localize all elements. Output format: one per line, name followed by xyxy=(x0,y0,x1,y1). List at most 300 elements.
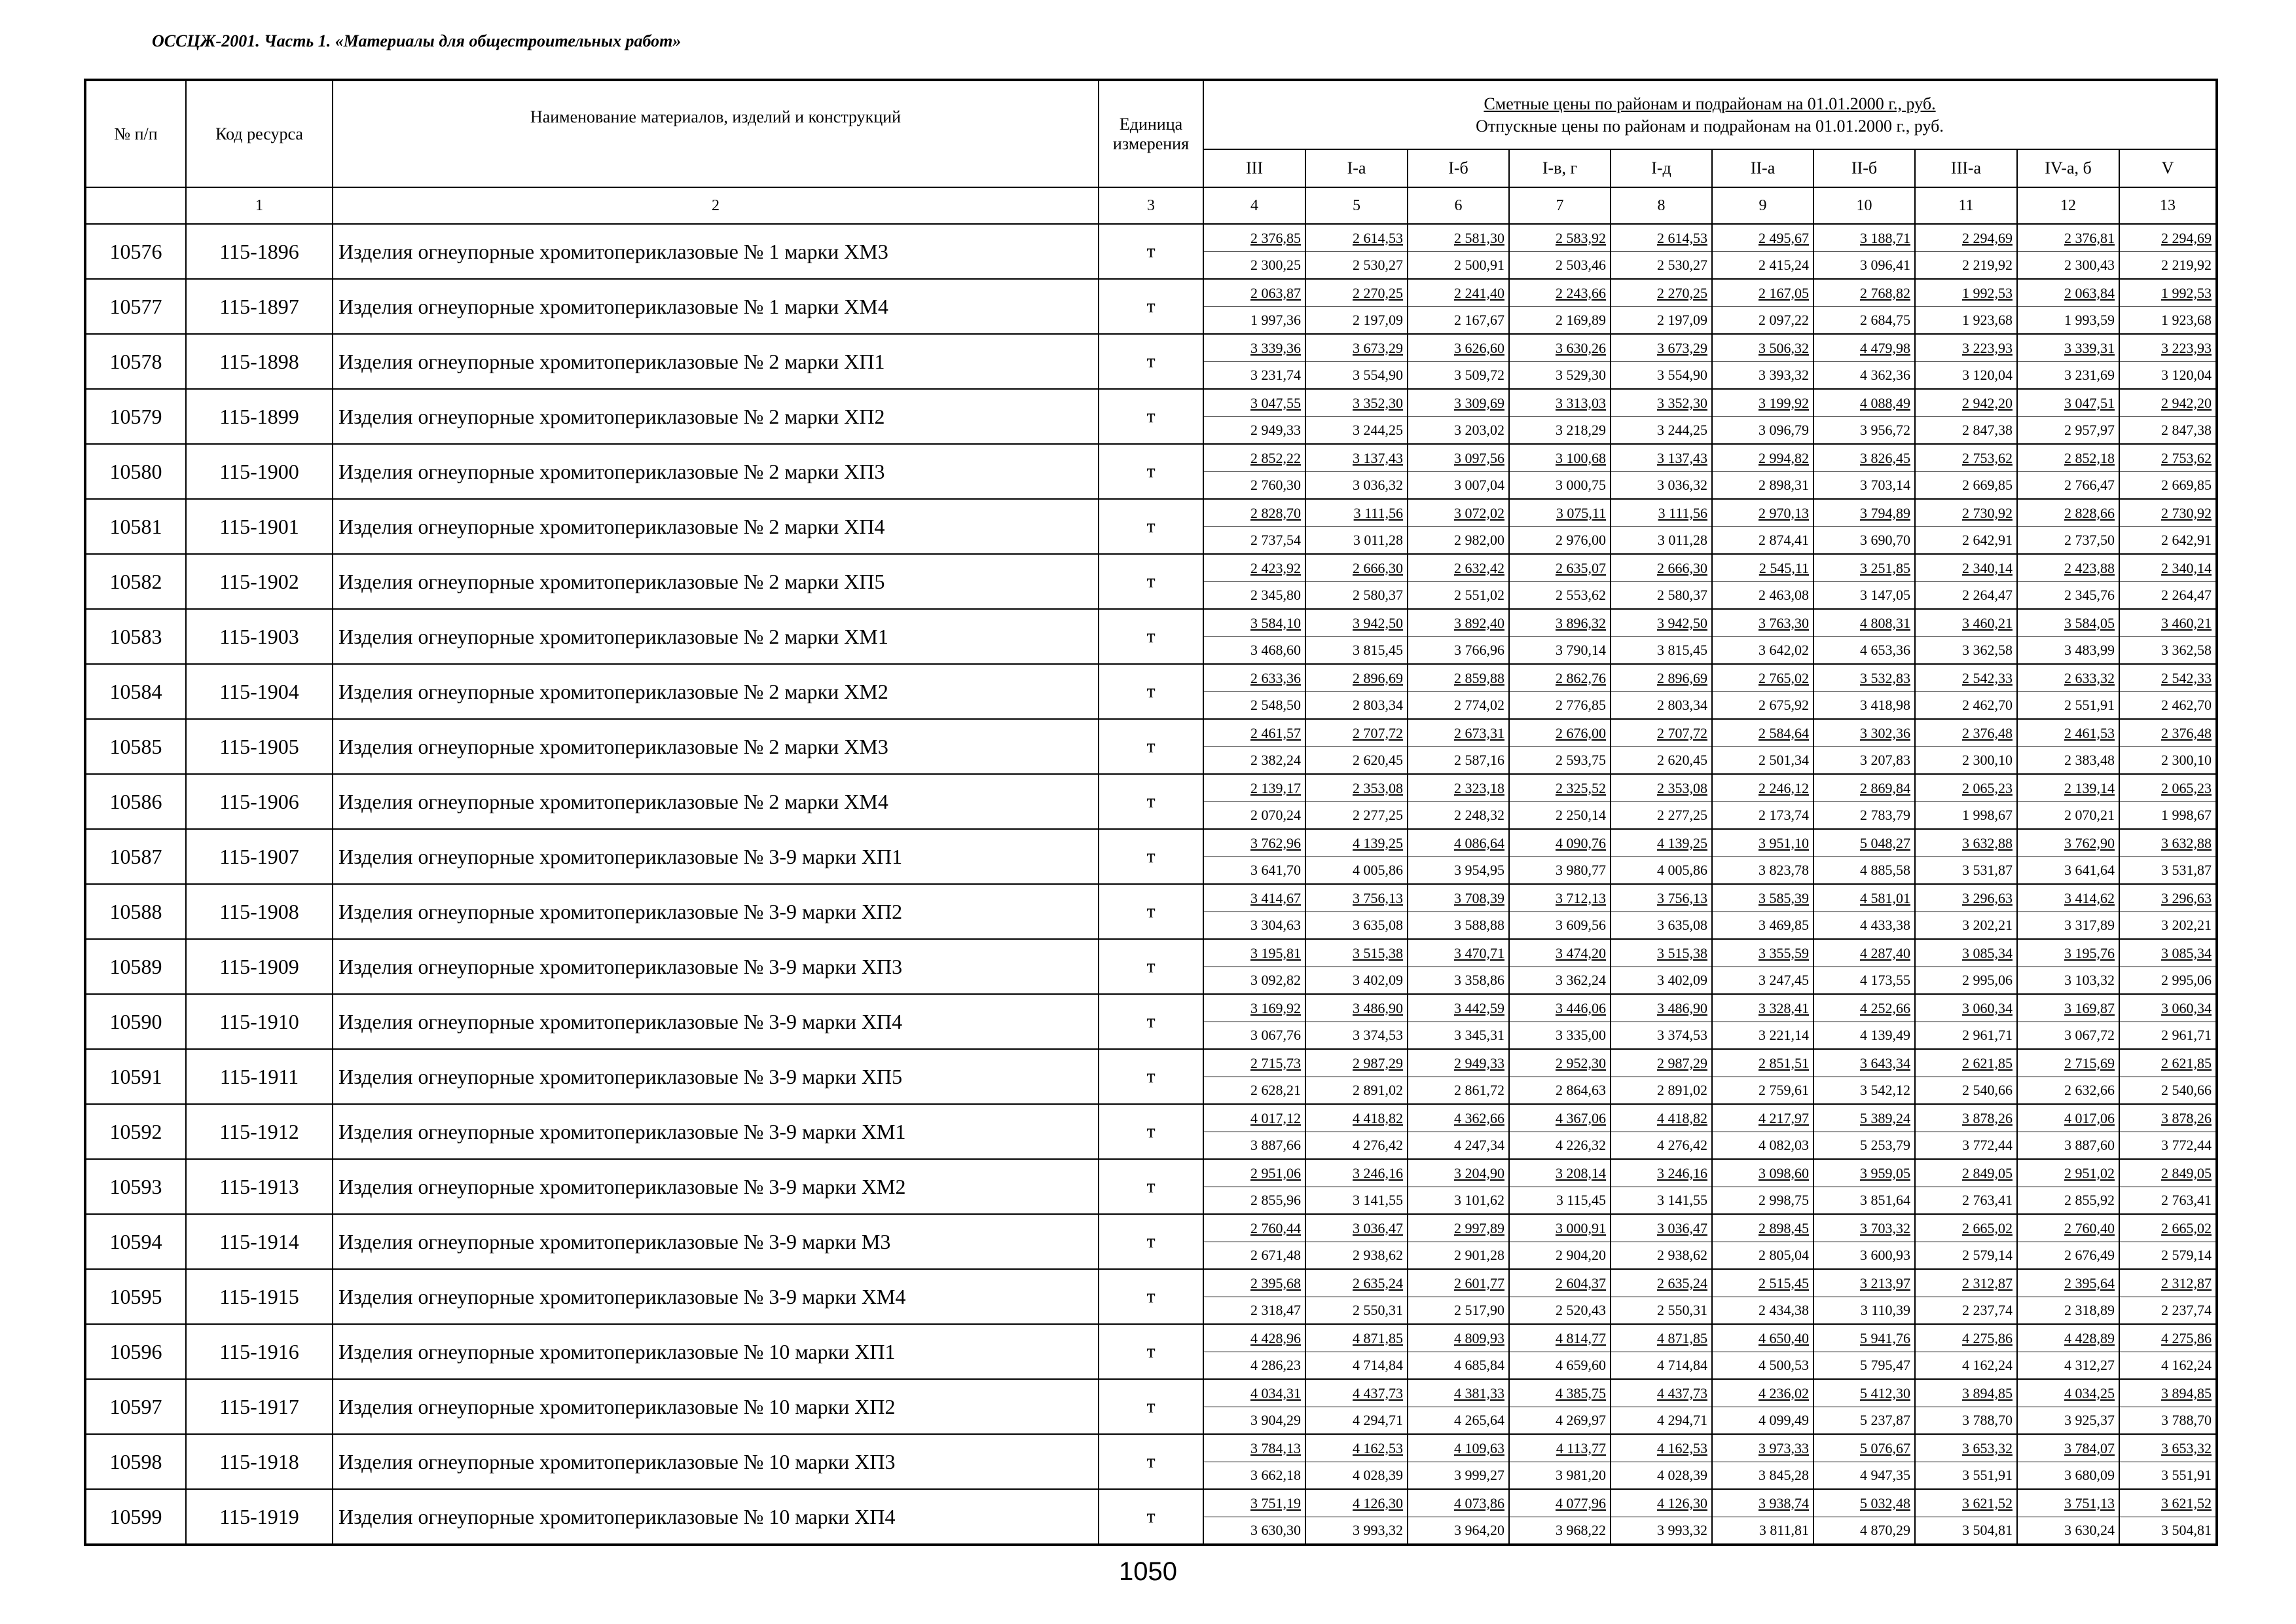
unit-cell: т xyxy=(1099,279,1203,334)
price-cell xyxy=(1203,719,1305,774)
estimate-price: 3 460,21 xyxy=(1962,614,2013,631)
material-name-cell: Изделия огнеупорные хромитопериклазовые № 3-9 марки М3 xyxy=(333,1214,1099,1269)
estimate-price: 2 542,33 xyxy=(2161,669,2212,686)
estimate-price: 2 614,53 xyxy=(1353,229,1403,246)
price-cell xyxy=(1813,499,1915,554)
row-number-cell: 10585 xyxy=(85,719,186,774)
price-cell xyxy=(1712,444,1813,499)
release-price: 4 005,86 xyxy=(1353,861,1403,878)
table-row xyxy=(85,1049,2217,1104)
region-header-cell: IV-а, б xyxy=(2017,149,2119,187)
release-price: 3 925,37 xyxy=(2064,1411,2115,1428)
column-number-cell: 3 xyxy=(1099,187,1203,224)
unit-cell: т xyxy=(1099,1324,1203,1379)
price-cell xyxy=(1203,334,1305,389)
table-row xyxy=(85,444,2217,499)
release-price: 2 197,09 xyxy=(1657,311,1707,328)
release-price: 2 540,66 xyxy=(1962,1081,2013,1098)
release-price: 3 504,81 xyxy=(1962,1521,2013,1538)
estimate-price: 3 339,36 xyxy=(1250,339,1301,356)
release-price: 2 671,48 xyxy=(1250,1246,1301,1263)
table-row xyxy=(85,224,2217,279)
price-cell xyxy=(2119,664,2217,719)
estimate-price: 4 073,86 xyxy=(1454,1494,1504,1511)
estimate-price: 2 666,30 xyxy=(1657,559,1707,576)
release-price: 3 630,24 xyxy=(2064,1521,2115,1538)
release-price: 2 861,72 xyxy=(1454,1081,1504,1098)
release-price: 2 898,31 xyxy=(1758,476,1809,493)
column-number-cell: 4 xyxy=(1203,187,1305,224)
release-price: 3 374,53 xyxy=(1657,1026,1707,1043)
price-cell xyxy=(1712,829,1813,884)
release-price: 3 483,99 xyxy=(2064,641,2115,658)
estimate-price: 2 395,64 xyxy=(2064,1274,2115,1291)
release-price: 2 783,79 xyxy=(1860,806,1910,823)
price-cell xyxy=(2017,554,2119,609)
estimate-price: 2 241,40 xyxy=(1454,284,1504,301)
price-cell xyxy=(1712,389,1813,444)
release-price: 2 760,30 xyxy=(1250,476,1301,493)
estimate-price: 2 632,42 xyxy=(1454,559,1504,576)
release-price: 2 548,50 xyxy=(1250,696,1301,713)
price-cell xyxy=(1408,1489,1509,1545)
price-cell xyxy=(2017,499,2119,554)
estimate-price: 3 195,81 xyxy=(1250,944,1301,961)
estimate-price: 2 994,82 xyxy=(1758,449,1809,466)
release-price: 2 345,80 xyxy=(1250,586,1301,603)
price-cell xyxy=(1203,1379,1305,1434)
release-price: 2 675,92 xyxy=(1758,696,1809,713)
price-cell xyxy=(1509,1159,1611,1214)
column-number-cell: 11 xyxy=(1915,187,2017,224)
col-header-prices xyxy=(1203,80,2217,149)
table-row xyxy=(85,1159,2217,1214)
release-price: 3 993,32 xyxy=(1657,1521,1707,1538)
release-price: 3 954,95 xyxy=(1454,861,1504,878)
column-number-cell: 10 xyxy=(1813,187,1915,224)
estimate-price: 3 585,39 xyxy=(1758,889,1809,906)
estimate-price: 3 223,93 xyxy=(2161,339,2212,356)
estimate-price: 2 614,53 xyxy=(1657,229,1707,246)
estimate-price: 3 762,96 xyxy=(1250,834,1301,851)
estimate-price: 4 090,76 xyxy=(1556,834,1606,851)
resource-code-cell: 115-1907 xyxy=(186,829,333,884)
release-price: 2 847,38 xyxy=(1962,421,2013,438)
estimate-price: 3 942,50 xyxy=(1353,614,1403,631)
release-price: 3 968,22 xyxy=(1556,1521,1606,1538)
release-price: 2 415,24 xyxy=(1758,256,1809,273)
resource-code-cell: 115-1913 xyxy=(186,1159,333,1214)
release-price: 2 982,00 xyxy=(1454,531,1504,548)
price-cell xyxy=(1203,1049,1305,1104)
estimate-price: 2 768,82 xyxy=(1860,284,1910,301)
release-price: 3 772,44 xyxy=(1962,1136,2013,1153)
estimate-price: 3 756,13 xyxy=(1353,889,1403,906)
release-price: 3 887,60 xyxy=(2064,1136,2115,1153)
price-cell xyxy=(1915,664,2017,719)
release-price: 3 999,27 xyxy=(1454,1466,1504,1483)
estimate-price: 4 236,02 xyxy=(1758,1384,1809,1401)
price-cell xyxy=(2119,1379,2217,1434)
estimate-price: 4 871,85 xyxy=(1657,1329,1707,1346)
table-row xyxy=(85,829,2217,884)
release-price: 2 300,10 xyxy=(2161,751,2212,768)
release-price: 3 317,89 xyxy=(2064,916,2115,933)
release-price: 3 304,63 xyxy=(1250,916,1301,933)
release-price: 3 600,93 xyxy=(1860,1246,1910,1263)
release-price: 3 092,82 xyxy=(1250,971,1301,988)
resource-code-cell: 115-1919 xyxy=(186,1489,333,1545)
resource-code-cell: 115-1897 xyxy=(186,279,333,334)
release-price: 2 097,22 xyxy=(1758,311,1809,328)
price-cell xyxy=(1813,609,1915,664)
material-name-cell: Изделия огнеупорные хромитопериклазовые № 2 марки ХМ4 xyxy=(333,774,1099,829)
price-cell xyxy=(2119,444,2217,499)
price-cell xyxy=(1611,664,1712,719)
price-cell xyxy=(1712,224,1813,279)
release-price: 3 000,75 xyxy=(1556,476,1606,493)
unit-cell: т xyxy=(1099,334,1203,389)
row-number-cell: 10581 xyxy=(85,499,186,554)
price-cell xyxy=(1611,389,1712,444)
price-cell xyxy=(1509,1379,1611,1434)
price-cell xyxy=(1611,1489,1712,1545)
price-cell xyxy=(1305,609,1408,664)
release-price: 3 662,18 xyxy=(1250,1466,1301,1483)
estimate-price: 2 898,45 xyxy=(1758,1219,1809,1236)
release-price: 3 542,12 xyxy=(1860,1081,1910,1098)
table-row xyxy=(85,499,2217,554)
estimate-price: 4 017,06 xyxy=(2064,1109,2115,1126)
release-price: 2 642,91 xyxy=(2161,531,2212,548)
row-number-cell: 10577 xyxy=(85,279,186,334)
estimate-price: 2 673,31 xyxy=(1454,724,1504,741)
estimate-price: 2 423,88 xyxy=(2064,559,2115,576)
resource-code-cell: 115-1910 xyxy=(186,994,333,1049)
estimate-price: 3 309,69 xyxy=(1454,394,1504,411)
estimate-price: 2 461,53 xyxy=(2064,724,2115,741)
release-price: 4 173,55 xyxy=(1860,971,1910,988)
estimate-price: 3 584,05 xyxy=(2064,614,2115,631)
estimate-price: 3 355,59 xyxy=(1758,944,1809,961)
price-cell xyxy=(1408,554,1509,609)
estimate-price: 2 353,08 xyxy=(1353,779,1403,796)
release-price: 2 463,08 xyxy=(1758,586,1809,603)
estimate-price: 3 632,88 xyxy=(2161,834,2212,851)
release-price: 2 219,92 xyxy=(1962,256,2013,273)
release-price: 3 845,28 xyxy=(1758,1466,1809,1483)
release-price: 2 500,91 xyxy=(1454,256,1504,273)
estimate-price: 2 707,72 xyxy=(1353,724,1403,741)
price-cell xyxy=(1509,279,1611,334)
price-cell xyxy=(1611,334,1712,389)
price-cell xyxy=(1712,554,1813,609)
unit-cell: т xyxy=(1099,554,1203,609)
estimate-price: 2 849,05 xyxy=(2161,1164,2212,1181)
estimate-price: 2 951,06 xyxy=(1250,1164,1301,1181)
price-cell xyxy=(2119,829,2217,884)
release-price: 3 980,77 xyxy=(1556,861,1606,878)
estimate-price: 2 325,52 xyxy=(1556,779,1606,796)
price-cell xyxy=(1408,939,1509,994)
price-cell xyxy=(1305,1269,1408,1324)
release-price: 2 901,28 xyxy=(1454,1246,1504,1263)
release-price: 2 949,33 xyxy=(1250,421,1301,438)
row-number-cell: 10583 xyxy=(85,609,186,664)
estimate-price: 3 047,55 xyxy=(1250,394,1301,411)
price-cell xyxy=(2017,1269,2119,1324)
price-table xyxy=(84,79,2218,1546)
price-cell xyxy=(1915,884,2017,939)
release-price: 3 815,45 xyxy=(1353,641,1403,658)
release-price: 3 362,58 xyxy=(1962,641,2013,658)
col-header-name: Наименование материалов, изделий и конструкций xyxy=(333,80,1099,187)
price-cell xyxy=(1712,774,1813,829)
row-number-cell: 10576 xyxy=(85,224,186,279)
price-cell xyxy=(1305,444,1408,499)
release-price: 2 763,41 xyxy=(1962,1191,2013,1208)
estimate-price: 3 328,41 xyxy=(1758,999,1809,1016)
release-price: 2 551,91 xyxy=(2064,696,2115,713)
estimate-price: 3 515,38 xyxy=(1657,944,1707,961)
estimate-price: 2 970,13 xyxy=(1758,504,1809,521)
release-price: 3 956,72 xyxy=(1860,421,1910,438)
release-price: 4 099,49 xyxy=(1758,1411,1809,1428)
price-cell xyxy=(1915,1324,2017,1379)
row-number-cell: 10587 xyxy=(85,829,186,884)
price-cell xyxy=(1813,554,1915,609)
estimate-price: 2 707,72 xyxy=(1657,724,1707,741)
release-price: 2 763,41 xyxy=(2161,1191,2212,1208)
release-price: 4 005,86 xyxy=(1657,861,1707,878)
release-price: 2 580,37 xyxy=(1353,586,1403,603)
price-cell xyxy=(1408,1379,1509,1434)
estimate-price: 4 126,30 xyxy=(1353,1494,1403,1511)
estimate-price: 3 703,32 xyxy=(1860,1219,1910,1236)
price-cell xyxy=(1611,939,1712,994)
price-cell xyxy=(1915,334,2017,389)
estimate-price: 2 951,02 xyxy=(2064,1164,2115,1181)
price-cell xyxy=(1305,1489,1408,1545)
estimate-price: 5 048,27 xyxy=(1860,834,1910,851)
estimate-price: 2 949,33 xyxy=(1454,1054,1504,1071)
release-price: 4 312,27 xyxy=(2064,1356,2115,1373)
release-price: 2 300,10 xyxy=(1962,751,2013,768)
price-cell xyxy=(1203,1159,1305,1214)
estimate-price: 4 034,25 xyxy=(2064,1384,2115,1401)
release-price: 3 766,96 xyxy=(1454,641,1504,658)
row-number-cell: 10592 xyxy=(85,1104,186,1159)
release-price: 3 642,02 xyxy=(1758,641,1809,658)
release-price: 2 957,97 xyxy=(2064,421,2115,438)
price-cell xyxy=(2119,279,2217,334)
release-price: 3 588,88 xyxy=(1454,916,1504,933)
table-row xyxy=(85,1489,2217,1545)
price-cell xyxy=(1305,554,1408,609)
estimate-price: 3 763,30 xyxy=(1758,614,1809,631)
price-cell xyxy=(1305,499,1408,554)
estimate-price: 2 633,36 xyxy=(1250,669,1301,686)
unit-cell: т xyxy=(1099,1104,1203,1159)
release-price: 3 641,64 xyxy=(2064,861,2115,878)
price-cell xyxy=(1408,389,1509,444)
price-cell xyxy=(1408,1049,1509,1104)
price-cell xyxy=(1305,939,1408,994)
price-cell xyxy=(1408,774,1509,829)
release-price: 3 993,32 xyxy=(1353,1521,1403,1538)
release-price: 2 501,34 xyxy=(1758,751,1809,768)
price-cell xyxy=(1611,774,1712,829)
unit-cell: т xyxy=(1099,499,1203,554)
unit-cell: т xyxy=(1099,719,1203,774)
release-price: 3 630,30 xyxy=(1250,1521,1301,1538)
release-price: 2 805,04 xyxy=(1758,1246,1809,1263)
release-price: 2 684,75 xyxy=(1860,311,1910,328)
price-cell xyxy=(1813,829,1915,884)
estimate-price: 2 353,08 xyxy=(1657,779,1707,796)
estimate-price: 2 312,87 xyxy=(1962,1274,2013,1291)
region-header-cell: III xyxy=(1203,149,1305,187)
price-cell xyxy=(1305,1324,1408,1379)
price-cell xyxy=(1305,829,1408,884)
estimate-price: 5 032,48 xyxy=(1860,1494,1910,1511)
release-price: 3 202,21 xyxy=(1962,916,2013,933)
release-price: 4 885,58 xyxy=(1860,861,1910,878)
estimate-price: 4 437,73 xyxy=(1657,1384,1707,1401)
price-cell xyxy=(1203,609,1305,664)
estimate-price: 3 060,34 xyxy=(1962,999,2013,1016)
resource-code-cell: 115-1901 xyxy=(186,499,333,554)
release-price: 4 028,39 xyxy=(1353,1466,1403,1483)
estimate-price: 3 626,60 xyxy=(1454,339,1504,356)
row-number-cell: 10591 xyxy=(85,1049,186,1104)
estimate-price: 3 630,26 xyxy=(1556,339,1606,356)
table-row xyxy=(85,719,2217,774)
price-cell xyxy=(1305,1214,1408,1269)
release-price: 3 703,14 xyxy=(1860,476,1910,493)
release-price: 3 244,25 xyxy=(1657,421,1707,438)
price-cell xyxy=(1509,664,1611,719)
price-cell xyxy=(1509,1269,1611,1324)
estimate-price: 5 076,67 xyxy=(1860,1439,1910,1456)
release-price: 2 632,66 xyxy=(2064,1081,2115,1098)
resource-code-cell: 115-1912 xyxy=(186,1104,333,1159)
column-number-cell: 2 xyxy=(333,187,1099,224)
region-header-cell: I-б xyxy=(1408,149,1509,187)
release-price: 3 529,30 xyxy=(1556,366,1606,383)
price-cell xyxy=(1915,389,2017,444)
estimate-price: 2 715,73 xyxy=(1250,1054,1301,1071)
price-cell xyxy=(2017,1434,2119,1489)
row-number-cell: 10579 xyxy=(85,389,186,444)
table-row xyxy=(85,609,2217,664)
estimate-price: 3 506,32 xyxy=(1758,339,1809,356)
price-cell xyxy=(2119,609,2217,664)
estimate-price: 4 385,75 xyxy=(1556,1384,1606,1401)
estimate-price: 3 223,93 xyxy=(1962,339,2013,356)
column-number-cell-blank xyxy=(85,187,186,224)
release-price: 2 277,25 xyxy=(1353,806,1403,823)
estimate-price: 3 896,32 xyxy=(1556,614,1606,631)
estimate-price: 2 065,23 xyxy=(1962,779,2013,796)
estimate-price: 2 635,24 xyxy=(1657,1274,1707,1291)
price-cell xyxy=(1813,279,1915,334)
price-cell xyxy=(1712,1159,1813,1214)
release-price: 3 011,28 xyxy=(1353,531,1403,548)
release-price: 2 517,90 xyxy=(1454,1301,1504,1318)
price-cell xyxy=(2119,774,2217,829)
release-price: 2 551,02 xyxy=(1454,586,1504,603)
release-price: 4 714,84 xyxy=(1353,1356,1403,1373)
estimate-price: 2 987,29 xyxy=(1657,1054,1707,1071)
row-number-cell: 10589 xyxy=(85,939,186,994)
region-header-cell: V xyxy=(2119,149,2217,187)
estimate-price: 3 973,33 xyxy=(1758,1439,1809,1456)
row-number-cell: 10596 xyxy=(85,1324,186,1379)
release-price: 2 620,45 xyxy=(1353,751,1403,768)
release-price: 2 579,14 xyxy=(1962,1246,2013,1263)
estimate-price: 2 665,02 xyxy=(1962,1219,2013,1236)
price-cell xyxy=(1509,1324,1611,1379)
column-number-cell: 5 xyxy=(1305,187,1408,224)
material-name-cell: Изделия огнеупорные хромитопериклазовые № 10 марки ХП4 xyxy=(333,1489,1099,1545)
price-cell xyxy=(1813,884,1915,939)
header-row xyxy=(85,80,2217,149)
release-price: 2 904,20 xyxy=(1556,1246,1606,1263)
release-price: 2 169,89 xyxy=(1556,311,1606,328)
estimate-price: 2 065,23 xyxy=(2161,779,2212,796)
price-cell xyxy=(2119,994,2217,1049)
estimate-price: 3 204,90 xyxy=(1454,1164,1504,1181)
release-price: 3 247,45 xyxy=(1758,971,1809,988)
price-cell xyxy=(1509,334,1611,389)
release-price: 3 851,64 xyxy=(1860,1191,1910,1208)
estimate-price: 3 072,02 xyxy=(1454,504,1504,521)
price-cell xyxy=(1712,609,1813,664)
estimate-price: 3 515,38 xyxy=(1353,944,1403,961)
estimate-price: 2 395,68 xyxy=(1250,1274,1301,1291)
estimate-price: 2 635,07 xyxy=(1556,559,1606,576)
release-price: 4 269,97 xyxy=(1556,1411,1606,1428)
release-price: 2 995,06 xyxy=(1962,971,2013,988)
estimate-price: 2 852,22 xyxy=(1250,449,1301,466)
release-price: 3 244,25 xyxy=(1353,421,1403,438)
release-price: 4 653,36 xyxy=(1860,641,1910,658)
estimate-price: 3 938,74 xyxy=(1758,1494,1809,1511)
table-row xyxy=(85,1214,2217,1269)
price-cell xyxy=(2119,389,2217,444)
price-cell xyxy=(1203,1214,1305,1269)
price-cell xyxy=(1203,884,1305,939)
material-name-cell: Изделия огнеупорные хромитопериклазовые № 2 марки ХП5 xyxy=(333,554,1099,609)
price-cell xyxy=(1813,1324,1915,1379)
price-cell xyxy=(1509,444,1611,499)
table-row xyxy=(85,334,2217,389)
price-cell xyxy=(1611,554,1712,609)
row-number-cell: 10584 xyxy=(85,664,186,719)
release-price: 2 961,71 xyxy=(2161,1026,2212,1043)
price-cell xyxy=(1408,994,1509,1049)
price-cell xyxy=(2119,1049,2217,1104)
material-name-cell: Изделия огнеупорные хромитопериклазовые № 2 марки ХП3 xyxy=(333,444,1099,499)
estimate-price: 3 632,88 xyxy=(1962,834,2013,851)
row-number-cell: 10594 xyxy=(85,1214,186,1269)
price-cell xyxy=(1813,1489,1915,1545)
estimate-price: 3 446,06 xyxy=(1556,999,1606,1016)
release-price: 2 197,09 xyxy=(1353,311,1403,328)
price-cell xyxy=(2017,884,2119,939)
resource-code-cell: 115-1898 xyxy=(186,334,333,389)
